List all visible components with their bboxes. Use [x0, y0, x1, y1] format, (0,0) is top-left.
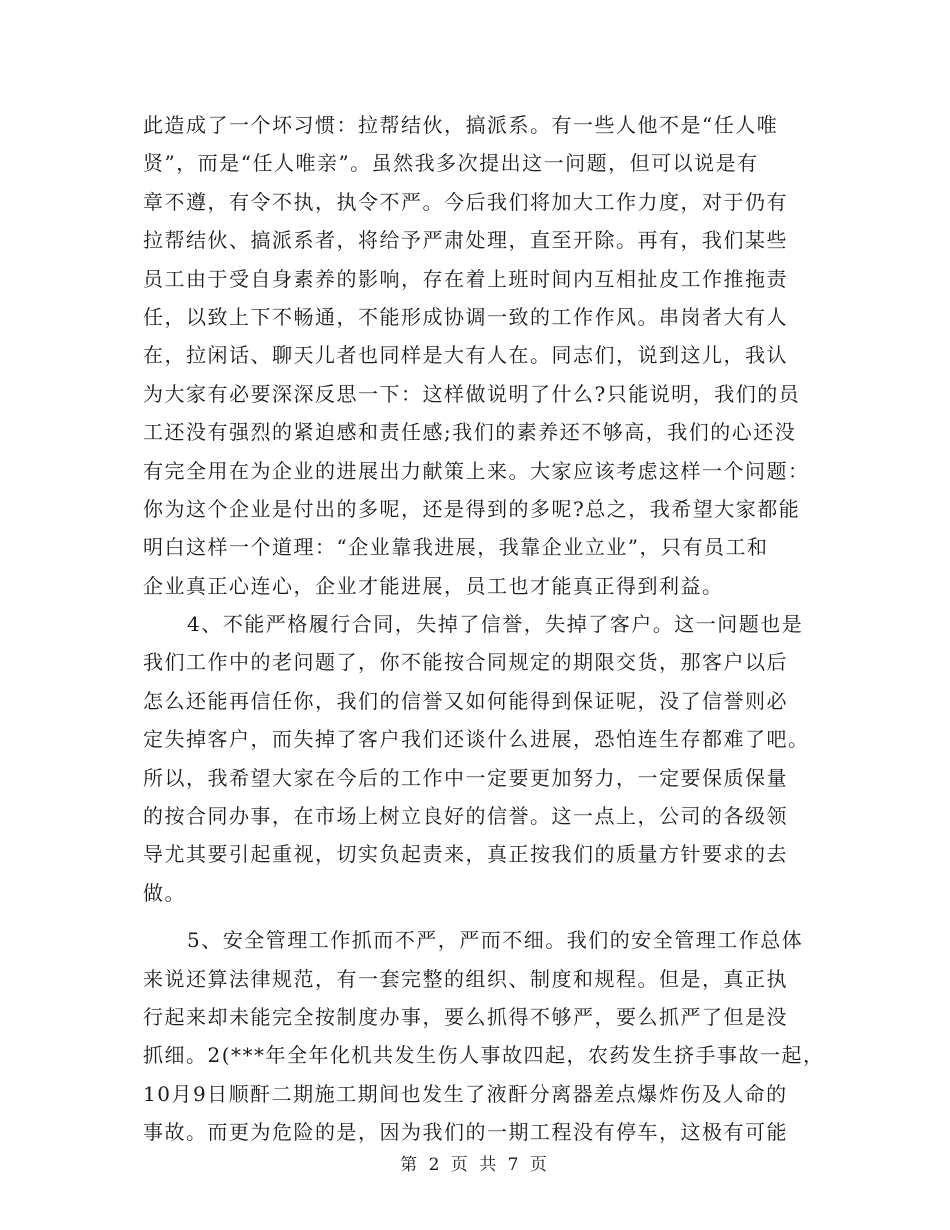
text-line: 来说还算法律规范，有一套完整的组织、制度和规程。但是，真正执: [143, 966, 788, 991]
text-line: 员工由于受自身素养的影响，存在着上班时间内互相扯皮工作推拖责: [143, 266, 788, 291]
page-number-footer: 第 2 页 共 7 页: [400, 1155, 550, 1175]
text-line: 为大家有必要深深反思一下：这样做说明了什么?只能说明，我们的员: [143, 381, 801, 406]
text-line: 在，拉闲话、聊天儿者也同样是大有人在。同志们，说到这儿，我认: [143, 343, 788, 368]
paragraph-1: [143, 106, 813, 605]
text-line: 章不遵，有令不执，执令不严。今后我们将加大工作力度，对于仍有: [143, 189, 788, 214]
text-line: 做。: [143, 880, 186, 905]
text-line: 抓细。2(***年全年化机共发生伤人事故四起，农药发生挤手事故一起，: [143, 1043, 825, 1068]
text-line: 所以，我希望大家在今后的工作中一定要更加努力，一定要保质保量: [143, 765, 788, 790]
text-line: 任，以致上下不畅通，不能形成协调一致的工作作风。串岗者大有人: [143, 304, 788, 329]
text-line: 事故。而更为危险的是，因为我们的一期工程没有停车，这极有可能: [143, 1120, 788, 1145]
text-line: 的按合同办事，在市场上树立良好的信誉。这一点上，公司的各级领: [143, 804, 788, 829]
text-line: 导尤其要引起重视，切实负起责来，真正按我们的质量方针要求的去: [143, 842, 788, 867]
paragraph-3: [143, 921, 825, 1151]
text-line: 我们工作中的老问题了，你不能按合同规定的期限交货，那客户以后: [143, 650, 788, 675]
text-line: 你为这个企业是付出的多呢，还是得到的多呢?总之，我希望大家都能: [143, 496, 801, 521]
text-line: 工还没有强烈的紧迫感和责任感;我们的素养还不够高，我们的心还没: [143, 420, 797, 445]
text-line: 5、安全管理工作抓而不严，严而不细。我们的安全管理工作总体: [187, 928, 804, 953]
text-line: 定失掉客户，而失掉了客户我们还谈什么进展，恐怕连生存都难了吧。: [143, 727, 810, 752]
text-line: 怎么还能再信任你，我们的信誉又如何能得到保证呢，没了信誉则必: [143, 688, 788, 713]
text-line: 有完全用在为企业的进展出力献策上来。大家应该考虑这样一个问题：: [143, 458, 810, 483]
paragraph-2: [143, 605, 813, 912]
text-line: 拉帮结伙、搞派系者，将给予严肃处理，直至开除。再有，我们某些: [143, 228, 788, 253]
document-body: [143, 106, 825, 1152]
text-line: 此造成了一个坏习惯：拉帮结伙，搞派系。有一些人他不是“任人唯: [143, 113, 779, 137]
text-line: 4、不能严格履行合同，失掉了信誉，失掉了客户。这一问题也是: [187, 612, 804, 637]
text-line: 企业真正心连心，企业才能进展，员工也才能真正得到利益。: [143, 573, 724, 598]
text-line: 贤”，而是“任人唯亲”。虽然我多次提出这一问题，但可以说是有: [143, 151, 759, 176]
text-line: 行起来却未能完全按制度办事，要么抓得不够严，要么抓严了但是没: [143, 1004, 788, 1029]
text-line: 明白这样一个道理：“企业靠我进展，我靠企业立业”，只有员工和: [143, 535, 769, 560]
paragraph-spacer: [143, 912, 813, 921]
text-line: 10月9日顺酐二期施工期间也发生了液酐分离器差点爆炸伤及人命的: [143, 1081, 788, 1106]
